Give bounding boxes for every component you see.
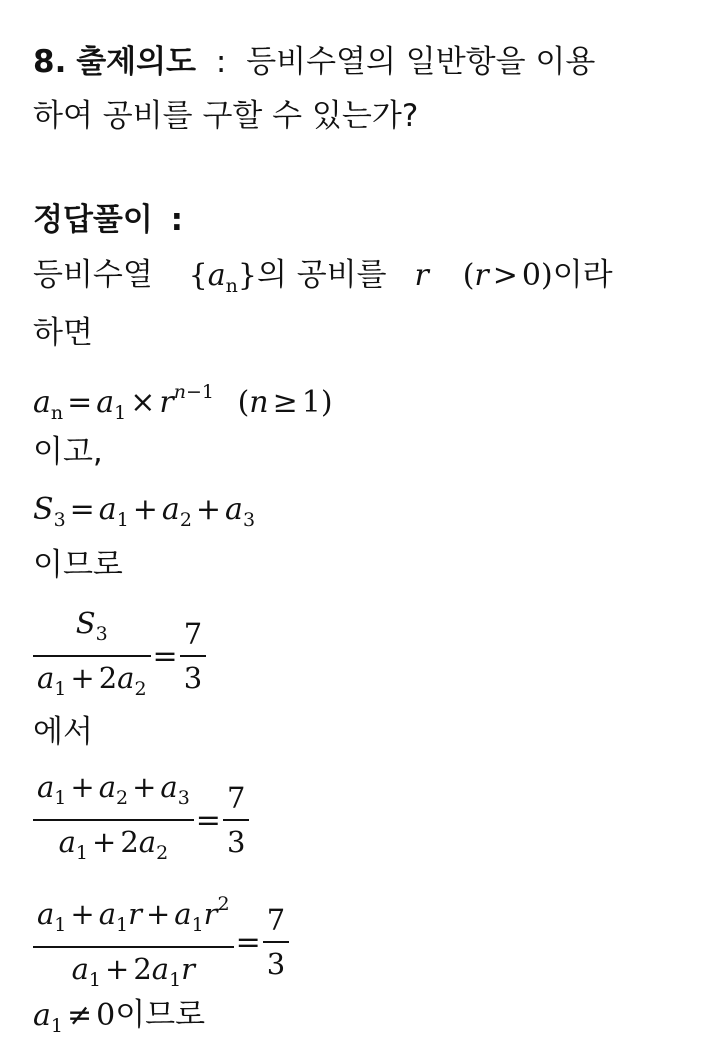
intent-label: 출제의도 — [76, 44, 197, 80]
solution-line-11 — [33, 995, 205, 1046]
equation-2: $\frac{a_1 + a_2 + a_3}{a_1 + 2a_2}$ = $\frac{7}{3}$ — [33, 768, 249, 872]
fraction-seven-thirds: $\frac{7}{3}$ — [263, 901, 289, 983]
solution-line-8 — [33, 712, 93, 752]
solution-text-4: 이고, — [33, 434, 103, 470]
general-term-formula: $a_n = a_1 \times r^{n-1}$ (n ≥ 1) — [33, 381, 333, 424]
problem-intent-line-1 — [33, 42, 595, 82]
equation-3: $\frac{a_1 + a_1r + a_1r^2}{a_1 + 2a_1r}$ = $\frac{7}{3}$ — [33, 885, 289, 999]
solution-text-1a: 등비수열 — [33, 257, 153, 293]
intent-colon: : — [215, 44, 227, 80]
ratio-symbol: r — [414, 258, 429, 293]
sequence-expression: $\{a_n\}$ — [188, 258, 257, 297]
fraction-seven-thirds: $\frac{7}{3}$ — [223, 779, 249, 861]
intent-text-1: 등비수열의 일반항을 이용 — [246, 44, 596, 80]
intent-text-2: 하여 공비를 구할 수 있는가? — [33, 98, 419, 134]
problem-number: 8. — [33, 44, 67, 80]
solution-text-1b: 의 공비를 — [256, 257, 387, 293]
solution-text-2: 하면 — [33, 315, 93, 351]
solution-line-6 — [33, 545, 123, 585]
fraction-seven-thirds: $\frac{7}{3}$ — [180, 615, 206, 697]
solution-line-4 — [33, 432, 103, 472]
solution-label: 정답풀이 — [33, 202, 153, 238]
solution-text-1c: 이라 — [552, 257, 613, 293]
sum-formula: $S_3 = a_1 + a_2 + a_3$ — [33, 492, 256, 531]
fraction-ratio-in-r: $\frac{a_1 + a_1r + a_1r^2}{a_1 + 2a_1r}$ — [33, 885, 234, 999]
solution-line-2 — [33, 313, 93, 353]
nonzero-condition: $a_1 \ne 0$ — [33, 998, 116, 1037]
solution-text-11: 이므로 — [115, 997, 206, 1033]
solution-colon: : — [170, 202, 184, 238]
solution-text-8: 에서 — [33, 714, 93, 750]
ratio-condition: (r > 0) — [462, 258, 553, 293]
solution-line-1 — [33, 255, 613, 306]
solution-text-6: 이므로 — [33, 547, 123, 583]
fraction-sum-ratio: $\frac{S_3}{a_1 + 2a_2}$ — [33, 604, 151, 708]
fraction-terms-ratio: $\frac{a_1 + a_2 + a_3}{a_1 + 2a_2}$ — [33, 768, 194, 872]
solution-heading — [33, 200, 183, 240]
problem-intent-line-2 — [33, 96, 418, 136]
equation-1: $\frac{S_3}{a_1 + 2a_2}$ = $\frac{7}{3}$ — [33, 604, 206, 708]
